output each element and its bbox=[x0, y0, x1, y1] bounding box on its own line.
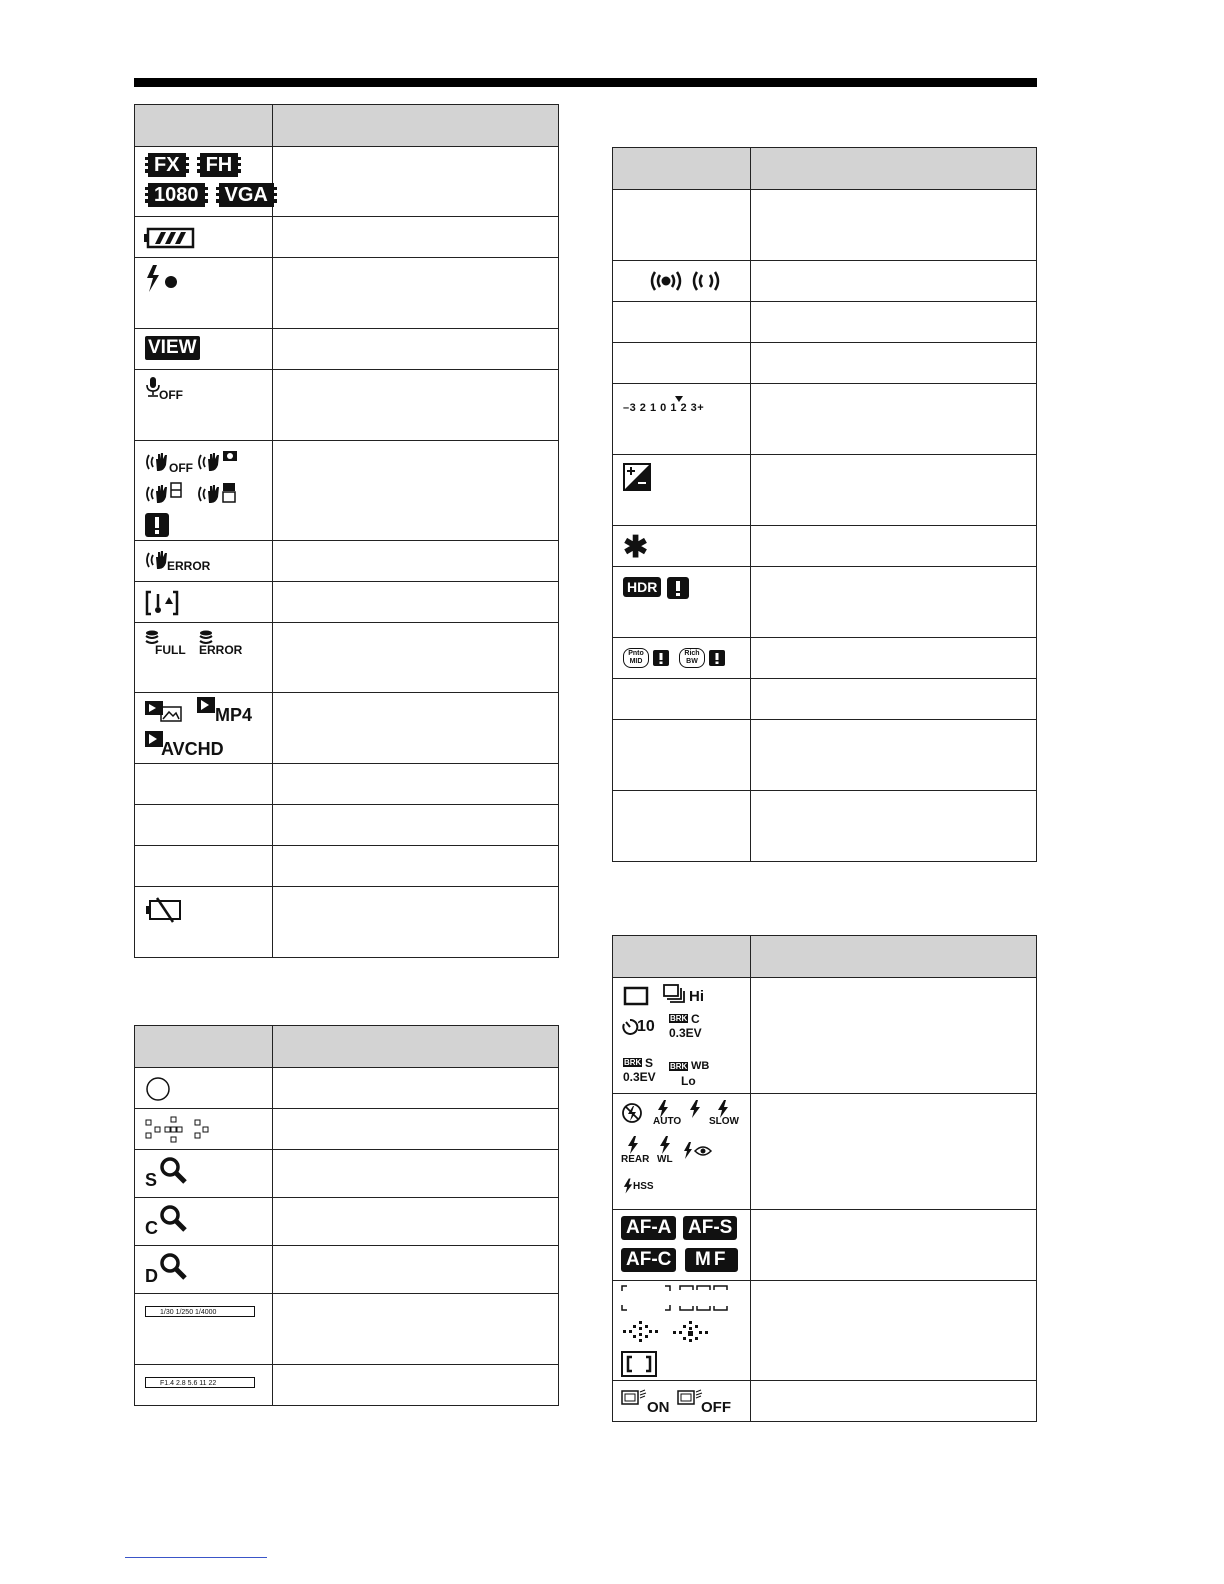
flash-slow-label: SLOW bbox=[709, 1116, 739, 1127]
aperture-scale bbox=[145, 1377, 255, 1388]
lcd-on-label: ON bbox=[647, 1399, 670, 1416]
header-indication bbox=[751, 936, 1037, 978]
1080-icon: 1080 bbox=[145, 183, 208, 207]
header-indication bbox=[273, 1026, 559, 1068]
smart-zoom-label: S bbox=[145, 1170, 158, 1190]
exposure-compensation-icon bbox=[623, 463, 651, 491]
rich-bw-warning-icon bbox=[709, 650, 725, 666]
smart-zoom-magnifier-icon bbox=[159, 1156, 187, 1184]
mic-off-label: OFF bbox=[159, 388, 183, 402]
af-c-icon: AF-C bbox=[621, 1248, 676, 1272]
red-eye-reduction-icon bbox=[683, 1142, 713, 1160]
continuous-shooting-icon bbox=[663, 984, 687, 1004]
footer-link-underline[interactable] bbox=[125, 1557, 267, 1558]
flash-hss-label: HSS bbox=[633, 1181, 654, 1192]
play-still-icon bbox=[145, 699, 185, 723]
memory-error-label: ERROR bbox=[199, 643, 243, 657]
shutter-speed-scale bbox=[145, 1306, 255, 1317]
af-a-icon: AF-A bbox=[621, 1216, 676, 1240]
fill-flash-icon bbox=[689, 1100, 701, 1118]
rich-bw-icon: Rich BW bbox=[679, 648, 705, 668]
mf-icon: MF bbox=[685, 1248, 738, 1272]
flexible-spot-af-points-icon bbox=[671, 1319, 711, 1345]
brk-c-ev-label: 0.3EV bbox=[669, 1026, 702, 1040]
display-table-2 bbox=[134, 1025, 559, 1406]
clear-image-zoom-magnifier-icon bbox=[159, 1204, 187, 1232]
header-display bbox=[135, 1026, 273, 1068]
header-display bbox=[613, 148, 751, 190]
memory-full-label: FULL bbox=[155, 643, 186, 657]
header-display bbox=[613, 936, 751, 978]
brk-s-label: S bbox=[645, 1056, 654, 1070]
flash-rear-bolt-icon bbox=[627, 1136, 639, 1154]
flash-hss-bolt-icon bbox=[623, 1178, 633, 1194]
play-mp4-label: MP4 bbox=[215, 705, 253, 725]
steadyshot-camera-icon bbox=[197, 449, 241, 473]
zone-af-area-icon bbox=[679, 1285, 729, 1311]
spot-af-area-icon bbox=[621, 1351, 657, 1377]
spot-metering-circle-icon bbox=[145, 1076, 171, 1102]
battery-full-icon bbox=[143, 227, 195, 249]
fh-icon: FH bbox=[197, 153, 242, 177]
fx-icon: FX bbox=[145, 153, 189, 177]
steadyshot-error-label: ERROR bbox=[167, 559, 211, 573]
steadyshot-off-label: OFF bbox=[169, 461, 193, 475]
clear-image-zoom-label: C bbox=[145, 1218, 158, 1238]
display-table-4 bbox=[612, 935, 1037, 1422]
pnto-warning-icon bbox=[653, 650, 669, 666]
digital-zoom-magnifier-icon bbox=[159, 1252, 187, 1280]
flash-auto-label: AUTO bbox=[653, 1116, 682, 1127]
camera-shake-indicator-icon bbox=[691, 269, 721, 293]
center-af-points-icon bbox=[621, 1319, 661, 1345]
digital-zoom-label: D bbox=[145, 1266, 158, 1286]
flash-rear-label: REAR bbox=[621, 1154, 650, 1165]
play-mp4-icon bbox=[197, 697, 215, 713]
display-table-3 bbox=[612, 147, 1037, 862]
flash-wl-label: WL bbox=[657, 1154, 673, 1165]
lcd-off-label: OFF bbox=[701, 1399, 731, 1416]
brk-c-badge: BRK bbox=[670, 1014, 688, 1023]
wide-af-area-icon bbox=[621, 1285, 671, 1311]
warning-icon bbox=[145, 513, 169, 537]
brk-s-badge: BRK bbox=[624, 1058, 642, 1067]
pnto-icon: Pnto MID bbox=[623, 648, 649, 668]
lcd-auto-off-icon bbox=[677, 1389, 703, 1407]
header-display bbox=[135, 105, 273, 147]
header-indication bbox=[751, 148, 1037, 190]
shutter-speed-values: 1/30 1/250 1/4000 bbox=[160, 1309, 217, 1316]
ev-scale: –3 2 1 0 1 2 3+ bbox=[623, 402, 705, 414]
vga-icon: VGA bbox=[216, 183, 277, 207]
top-rule bbox=[134, 78, 1037, 87]
brk-c-label: C bbox=[691, 1012, 700, 1026]
brk-wb-lo-label: Lo bbox=[681, 1074, 696, 1088]
continuous-hi-label: Hi bbox=[689, 988, 704, 1005]
play-avchd-label: AVCHD bbox=[161, 739, 224, 759]
camera-shake-warning-icon bbox=[649, 269, 683, 293]
brk-s-ev-label: 0.3EV bbox=[623, 1070, 656, 1084]
flash-off-icon bbox=[621, 1102, 643, 1124]
self-timer-label: 10 bbox=[637, 1018, 655, 1035]
flash-wl-bolt-icon bbox=[659, 1136, 671, 1154]
flash-charge-icon bbox=[145, 264, 181, 294]
no-battery-icon bbox=[145, 897, 183, 923]
temperature-warning-icon bbox=[145, 590, 179, 616]
view-icon: VIEW bbox=[145, 336, 200, 360]
header-indication bbox=[273, 105, 559, 147]
af-area-points-icon bbox=[145, 1115, 215, 1145]
lcd-auto-on-icon bbox=[621, 1389, 647, 1407]
aperture-values: F1.4 2.8 5.6 11 22 bbox=[160, 1380, 217, 1387]
hdr-warning-icon bbox=[667, 577, 689, 599]
ae-lock-icon: ✱ bbox=[623, 531, 649, 564]
brk-wb-label: WB bbox=[691, 1060, 710, 1072]
brk-wb-badge: BRK bbox=[670, 1062, 688, 1071]
hdr-icon: HDR bbox=[623, 577, 661, 597]
single-shot-icon bbox=[623, 986, 649, 1006]
af-s-icon: AF-S bbox=[683, 1216, 737, 1240]
display-table-1 bbox=[134, 104, 559, 958]
steadyshot-movie-icon bbox=[145, 481, 189, 505]
steadyshot-camera-movie-icon bbox=[197, 481, 241, 505]
